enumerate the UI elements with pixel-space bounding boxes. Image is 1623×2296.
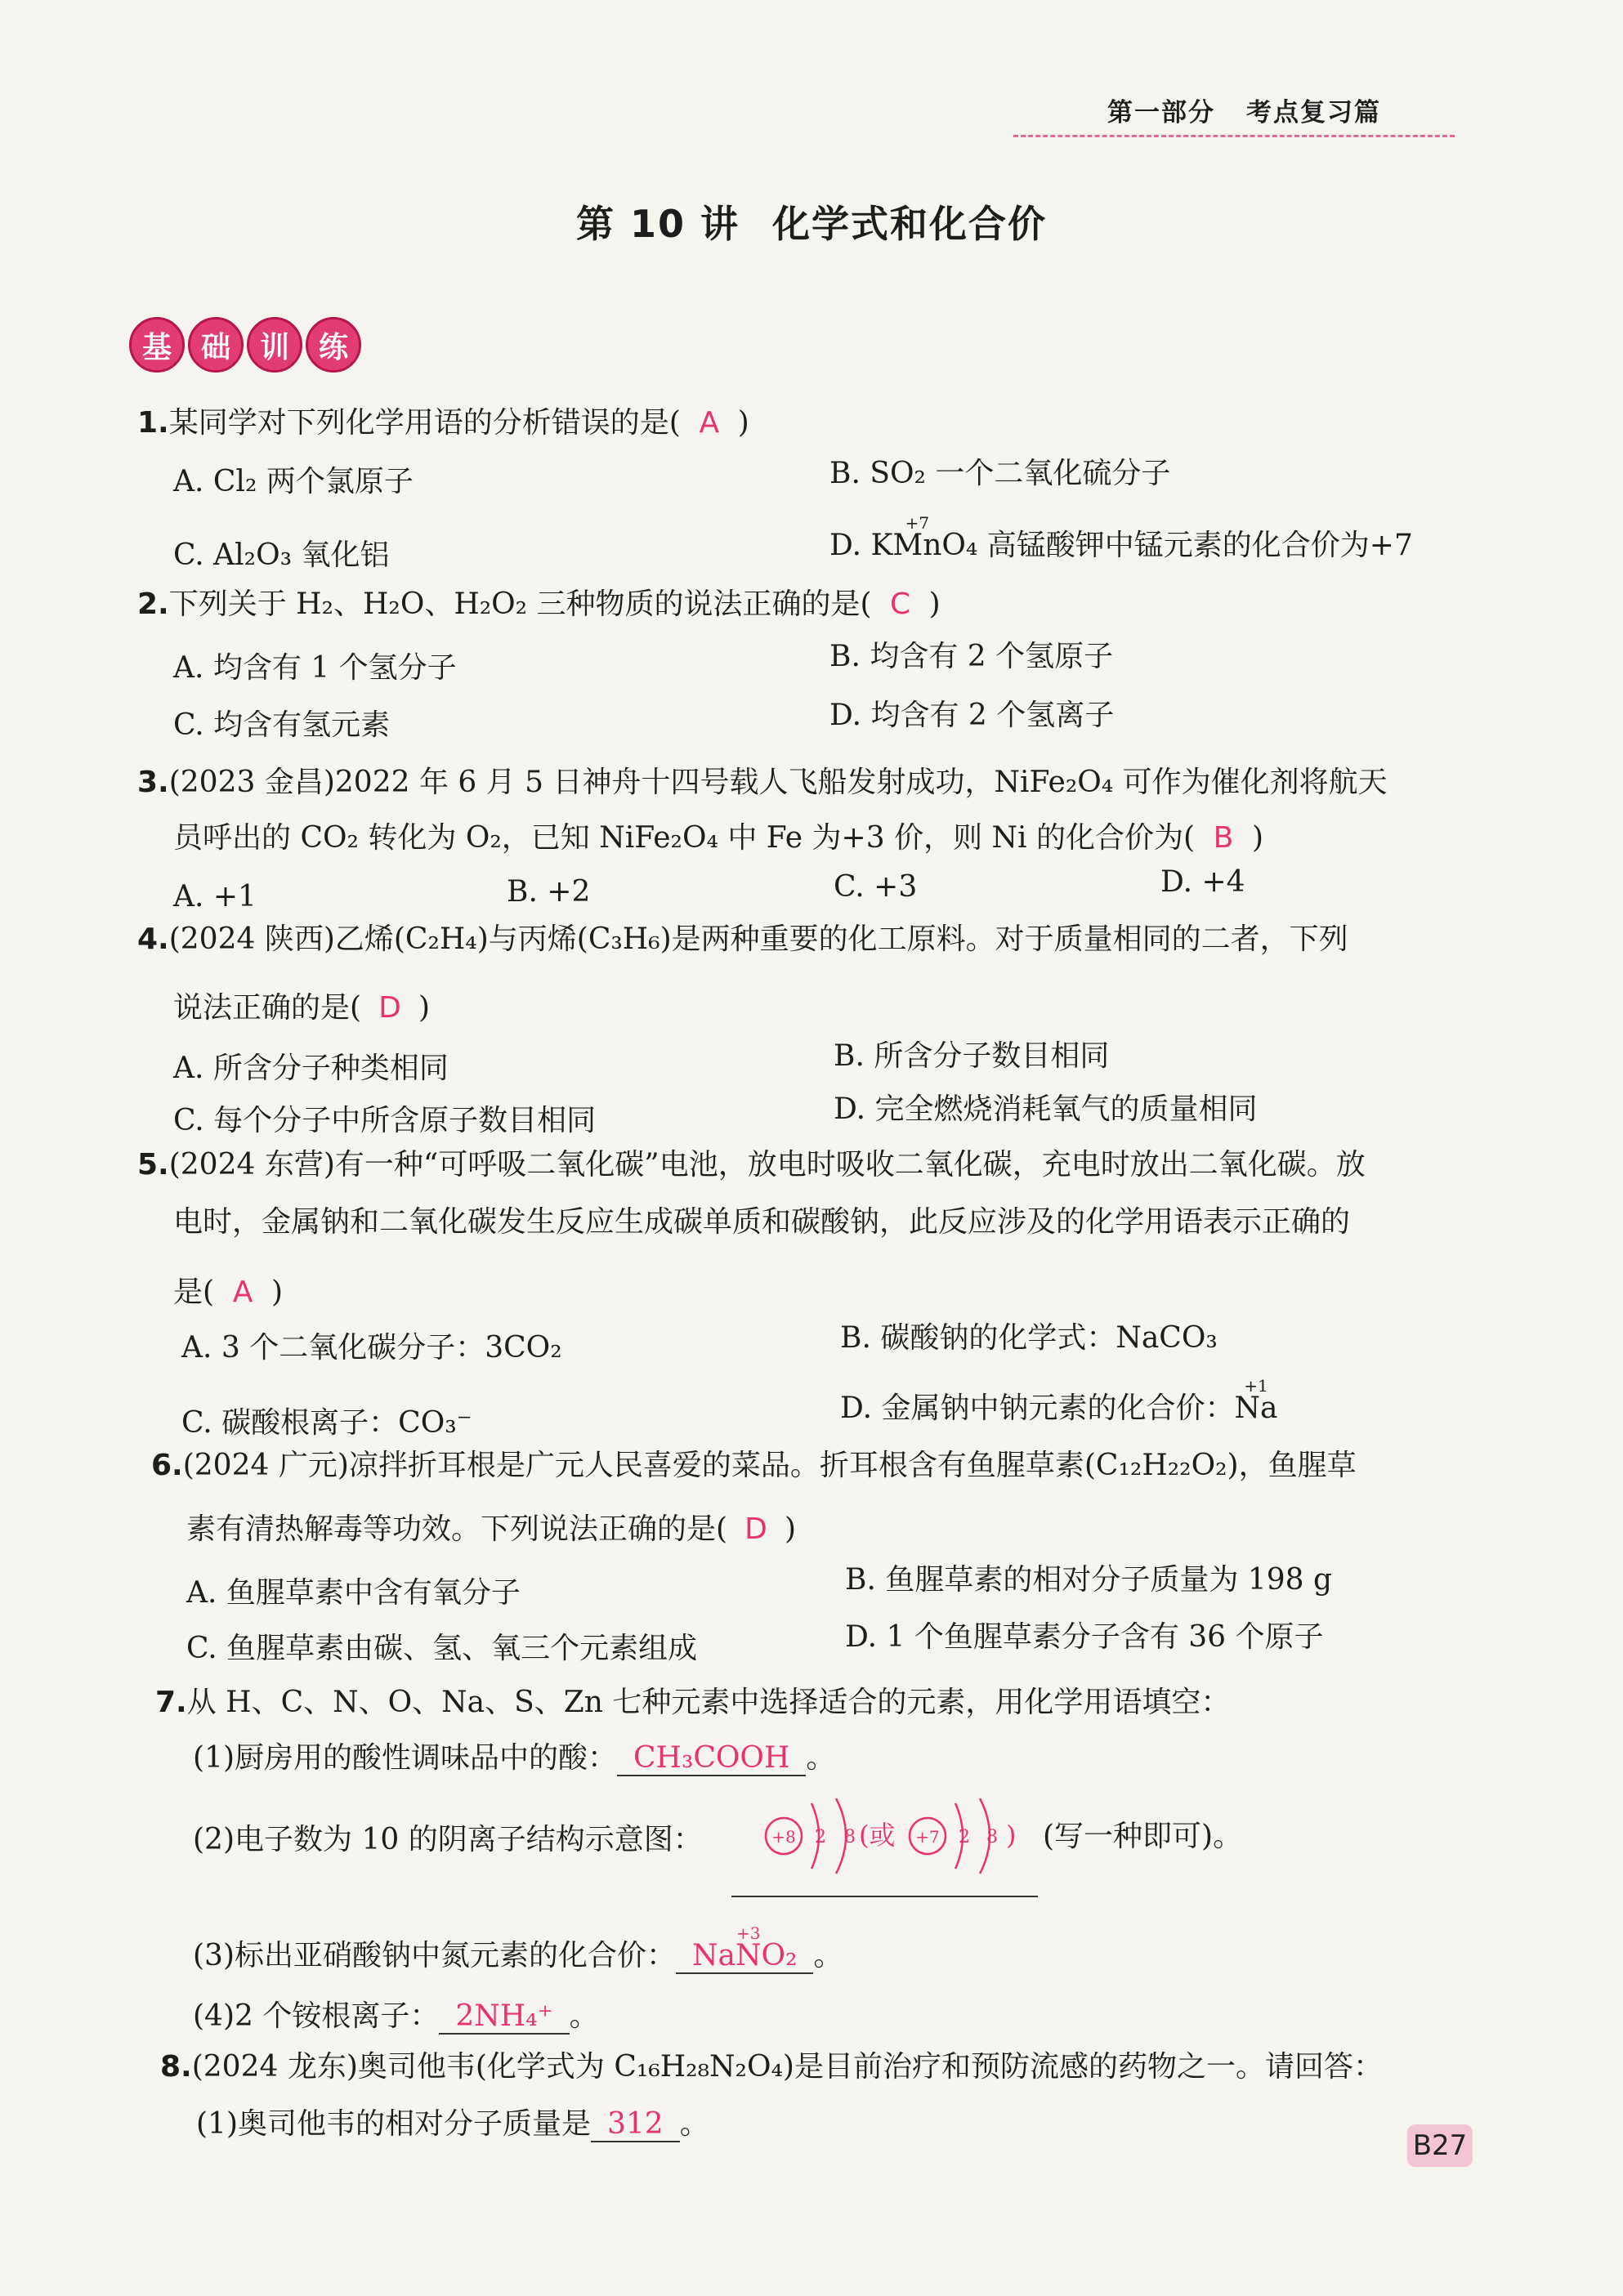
stem-text: ) (271, 1275, 284, 1309)
electron-count: 2 (959, 1827, 970, 1847)
question-1-stem (137, 406, 749, 440)
lecture-number: 第 10 讲 (575, 202, 740, 246)
option-c: C. +3 (834, 870, 918, 904)
valence-mark (735, 1923, 762, 1972)
stem-text: (2024 陕西)乙烯(C₂H₄)与丙烯(C₃H₆)是两种重要的化工原料。对于质量相同的二者，下列 (168, 922, 1348, 956)
stem-text: 下列关于 H₂、H₂O、H₂O₂ 三种物质的说法正确的是( (168, 587, 872, 621)
option-c: C. 均含有氢元素 (173, 708, 391, 742)
question-number: 2. (137, 587, 169, 621)
part-text: 。 (569, 1999, 599, 2033)
question-3-stem-line1 (137, 768, 1388, 797)
header-part: 第一部分 (1107, 98, 1215, 127)
stem-text: ) (418, 991, 431, 1025)
answer: B (1213, 821, 1234, 855)
part-text: 。 (813, 1939, 843, 1972)
answer: A (232, 1275, 253, 1309)
question-8-part-1 (196, 2107, 709, 2142)
question-7-part-1 (193, 1741, 836, 1776)
question-7-part-2: (2)电子数为 10 的阴离子结构示意图： (193, 1823, 703, 1856)
lecture-topic: 化学式和化合价 (772, 202, 1048, 246)
option-text: O₄ 高锰酸钾中锰元素的化合价为+7 (941, 529, 1413, 562)
question-number: 5. (137, 1148, 169, 1182)
element-symbol: Na (692, 1939, 735, 1972)
question-number: 6. (151, 1449, 183, 1482)
badge-char: 训 (247, 317, 302, 373)
question-8-stem (160, 2050, 1383, 2084)
option-c: C. Al₂O₃ 氧化铝 (173, 538, 390, 572)
valence-mark (1234, 1376, 1278, 1425)
stem-text: 是( (173, 1275, 215, 1309)
valence-number: +1 (1244, 1376, 1268, 1396)
option-c: C. 鱼腥草素由碳、氢、氧三个元素组成 (186, 1632, 698, 1665)
part-text: (4)2 个铵根离子： (193, 1999, 440, 2033)
part-text: (3)标出亚硝酸钠中氮元素的化合价： (193, 1939, 676, 1972)
stem-text: 员呼出的 CO₂ 转化为 O₂，已知 NiFe₂O₄ 中 Fe 为+3 价，则 Ni 的化合价为( (173, 821, 1196, 855)
option-b: B. 碳酸钠的化学式：NaCO₃ (840, 1321, 1218, 1355)
element-symbol: Na (1234, 1391, 1278, 1425)
option-a: A. Cl₂ 两个氯原子 (173, 465, 414, 498)
stem-text: (2024 龙东)奥司他韦(化学式为 C₁₆H₂₈N₂O₄)是目前治疗和预防流感的药物之一。请回答： (191, 2050, 1383, 2084)
question-number: 8. (160, 2050, 192, 2084)
question-6-stem-line1 (151, 1451, 1357, 1481)
element-symbol: O₂ (761, 1939, 798, 1972)
answer: C (890, 587, 911, 621)
question-number: 7. (155, 1686, 187, 1719)
running-header (1107, 92, 1381, 128)
stem-text: 从 H、C、N、O、Na、S、Zn 七种元素中选择适合的元素，用化学用语填空： (186, 1686, 1231, 1719)
stem-text: (2024 东营)有一种“可呼吸二氧化碳”电池，放电时吸收二氧化碳，充电时放出二氧化碳。放 (168, 1148, 1366, 1182)
stem-text: (2024 广元)凉拌折耳根是广元人民喜爱的菜品。折耳根含有鱼腥草素(C₁₂H₂₂O₂)，鱼腥草 (182, 1449, 1357, 1482)
electron-count: 8 (986, 1827, 998, 1847)
valence-mark (892, 513, 942, 562)
question-number: 4. (137, 922, 169, 956)
electron-count: 8 (844, 1827, 856, 1847)
option-b: B. 所含分子数目相同 (834, 1039, 1110, 1073)
question-7-stem (155, 1688, 1230, 1718)
question-7-part-3 (193, 1923, 843, 1974)
stem-text: 素有清热解毒等功效。下列说法正确的是( (186, 1512, 728, 1546)
option-d: D. 均含有 2 个氢离子 (829, 699, 1115, 732)
question-number: 1. (137, 406, 169, 440)
answer: D (378, 991, 401, 1025)
question-6-stem-line2 (186, 1512, 797, 1546)
option-d (829, 513, 1413, 562)
header-section: 考点复习篇 (1246, 98, 1381, 127)
stem-text: (2023 金昌)2022 年 6 月 5 日神舟十四号载人飞船发射成功，NiFe₂O₄ 可作为催化剂将航天 (168, 766, 1388, 799)
option-d (840, 1376, 1278, 1425)
part-text: 。 (679, 2107, 709, 2141)
badge-char: 基 (129, 317, 185, 373)
option-a: A. 所含分子种类相同 (173, 1052, 449, 1085)
badge-char: 练 (306, 317, 361, 373)
answer-underline (731, 1896, 1038, 1897)
or-text: (或 (859, 1820, 896, 1851)
option-a: A. 均含有 1 个氢分子 (173, 651, 457, 685)
part-text: 。 (806, 1741, 836, 1775)
nucleus-charge: +8 (771, 1827, 796, 1847)
option-a: A. 3 个二氧化碳分子：3CO₂ (181, 1331, 562, 1365)
close-paren: ) (1006, 1820, 1017, 1851)
question-4-stem-line2 (173, 991, 431, 1025)
option-b: B. SO₂ 一个二氧化硫分子 (829, 457, 1171, 490)
part-text: (1)厨房用的酸性调味品中的酸： (193, 1741, 617, 1775)
page-title (0, 194, 1623, 248)
answer: A (699, 406, 720, 440)
stem-text: ) (1252, 821, 1264, 855)
question-3-stem-line2 (173, 821, 1264, 855)
stem-text: ) (785, 1512, 797, 1546)
question-4-stem-line1 (137, 922, 1348, 956)
valence-number: +3 (735, 1923, 761, 1943)
stem-text: 某同学对下列化学用语的分析错误的是( (168, 406, 681, 440)
answer-blank: 312 (591, 2110, 680, 2142)
option-d: D. 1 个鱼腥草素分子含有 36 个原子 (845, 1620, 1324, 1654)
element-symbol: N (735, 1939, 762, 1972)
option-text: D. 金属钠中钠元素的化合价： (840, 1391, 1235, 1425)
nucleus-charge: +7 (915, 1827, 940, 1847)
answer-blank: CH₃COOH (617, 1744, 806, 1776)
option-a: A. 鱼腥草素中含有氧分子 (186, 1576, 521, 1610)
answer: D (744, 1512, 767, 1546)
question-5-stem-line1 (137, 1150, 1366, 1180)
question-number: 3. (137, 766, 169, 799)
stem-text: ) (928, 587, 941, 621)
question-5-stem-line3 (173, 1275, 284, 1309)
page-number: B27 (1407, 2124, 1473, 2167)
question-5-stem-line2: 电时，金属钠和二氧化碳发生反应生成碳单质和碳酸钠，此反应涉及的化学用语表示正确的 (173, 1205, 1351, 1239)
valence-number: +7 (905, 513, 930, 533)
option-d: D. 完全燃烧消耗氧气的质量相同 (834, 1092, 1258, 1126)
option-d: D. +4 (1160, 865, 1245, 899)
option-b: B. 鱼腥草素的相对分子质量为 198 g (845, 1563, 1332, 1597)
atom-structure-diagram (756, 1793, 1026, 1875)
question-2-stem (137, 587, 941, 621)
electron-count: 2 (815, 1827, 826, 1847)
option-b: B. 均含有 2 个氢原子 (829, 640, 1114, 673)
part-text: (1)奥司他韦的相对分子质量是 (196, 2107, 591, 2141)
answer-blank (676, 1923, 813, 1974)
question-7-part-2-tail: (写一种即可)。 (1043, 1820, 1243, 1853)
question-7-part-4 (193, 1999, 599, 2035)
stem-text: 说法正确的是( (173, 991, 362, 1025)
answer-blank: 2NH₄⁺ (439, 2002, 569, 2035)
element-symbol: Mn (892, 529, 942, 562)
option-c: C. 碳酸根离子：CO₃⁻ (181, 1406, 472, 1440)
header-divider (1013, 135, 1455, 137)
option-c: C. 每个分子中所含原子数目相同 (173, 1104, 597, 1137)
option-b: B. +2 (507, 875, 591, 909)
section-badge (129, 317, 361, 368)
option-a: A. +1 (173, 880, 257, 913)
option-text: D. K (829, 529, 893, 562)
stem-text: ) (737, 406, 749, 440)
badge-char: 础 (188, 317, 244, 373)
